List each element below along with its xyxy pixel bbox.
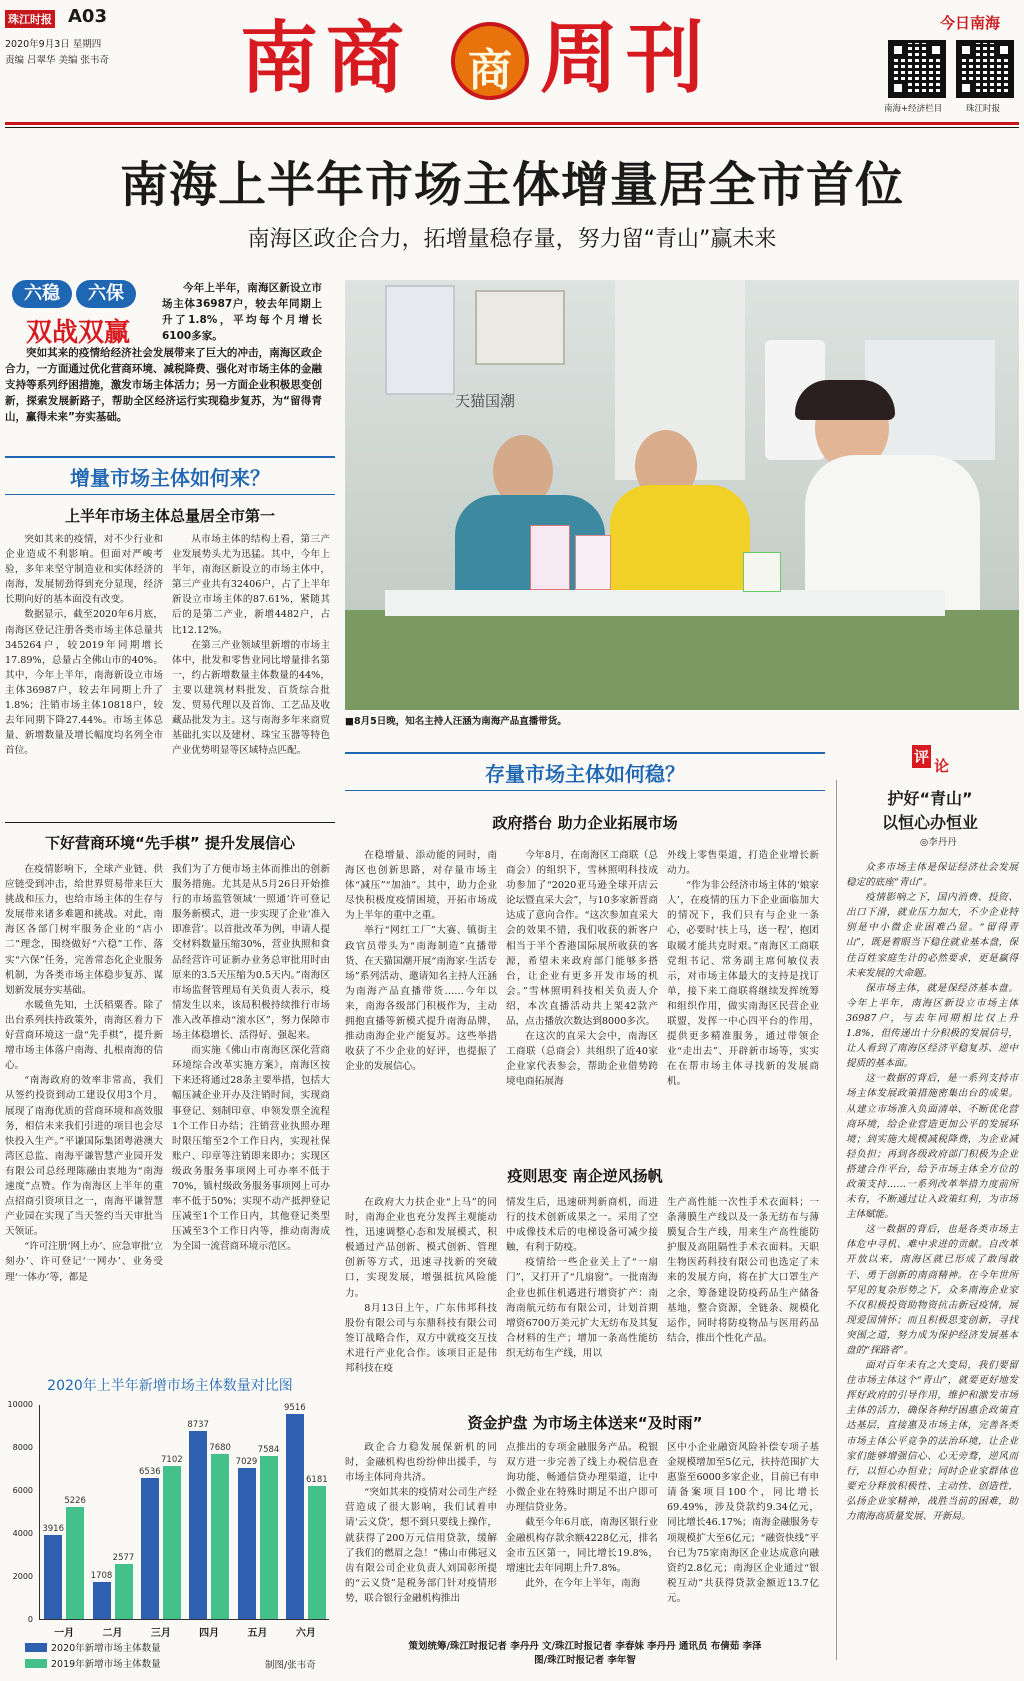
y-axis-labels bbox=[5, 1395, 35, 1624]
editorial-para: 面对百年未有之大变局，我们要留住市场主体这个“青山”，就要更好地发挥好政府的引导作用，维护和激发市场主体的活力，确保各种纾困惠企政策直达基层，直接惠及市场主体，完善各类市场主体公平竞争的法治环境，让企业家们能够增强信心、心无旁骛，逆风而行，以恒心办恒业；同时企业家群体也要充分释放积极性、主动性、创造性，弘扬企业家精神，战胜当前的困难，助力南海高质量发展、开新局。 bbox=[846, 1360, 1018, 1523]
section2-subtitle: 下好营商环境“先手棋” 提升发展信心 bbox=[45, 834, 295, 852]
section3-col1-para: 在稳增量、添动能的同时，南海区也创新思路，对存量市场主体“减压”“加油”。其中，助力企业尽快积极度疫情困境，开拓市场成为上半年的重中之重。 bbox=[345, 850, 497, 922]
badge-six-guarantees: 六保 bbox=[76, 280, 136, 308]
bar-value-label: 1708 bbox=[90, 1571, 113, 1582]
editorial-mark bbox=[912, 745, 952, 775]
section1-column-1 bbox=[5, 532, 163, 758]
editorial-title-1: 护好“青山” bbox=[887, 789, 973, 808]
bar-value-label: 7680 bbox=[209, 1442, 231, 1453]
bar-chart bbox=[5, 1395, 335, 1671]
bar-value-label: 7029 bbox=[235, 1456, 258, 1467]
section3-column-1 bbox=[345, 848, 497, 1074]
section3-col2-para: 在这次的直采大会中，南海区工商联（总商会）共组织了近40家企业家代表参会，帮助企业借势跨境电商拓展海 bbox=[506, 1031, 658, 1088]
section1-column-2 bbox=[172, 532, 330, 758]
bar-2019 bbox=[66, 1507, 84, 1619]
intro-second-para: 突如其来的疫情给经济社会发展带来了巨大的冲击，南海区政企合力，一方面通过优化营商环境、减税降费、强化对市场主体的金融支持等系列纾困措施，激发市场主体活力；另一方面企业积极思变创新，探索发展新路子，帮助全区经济运行实现稳步复苏，为“留得青山，赢得未来”夯实基础。 bbox=[5, 347, 322, 423]
section3-col2-para: 今年8月，在南海区工商联（总商会）的组织下，雪林照明科技成功参加了“2020亚马逊全球开店云论坛暨直采大会”，与10多家新晋商达成了意向合作。“这次参加直采大会的效果不错，我们收获的新客户相当于半个香港国际展所收获的客源，希望未来政府部门能够多搭台，让企业有更多开发市场的机会。”雪林照明科技相关负责人介绍，本次直播活动共上架42款产品，点击播放次数达到8000多次。 bbox=[506, 850, 658, 1028]
section3-rule-bottom bbox=[345, 790, 825, 791]
editorial-para: 疫情影响之下，国内消费、投资、出口下滑，就业压力加大，不少企业特别是中小微企业困难凸显。“留得青山”，既是着眼当下稳住就业基本盘，保住百姓家庭生计的必然要求，更是赢得未来发展的大命题。 bbox=[846, 892, 1018, 979]
chart-credit: 制图/张韦奇 bbox=[265, 1660, 316, 1671]
tmall-sign: 天猫国潮 bbox=[455, 392, 516, 410]
section3-rule bbox=[345, 752, 825, 754]
legend-swatch-2020 bbox=[25, 1643, 47, 1652]
section2-col1-para: “南海政府的效率非常高，我们从签约投资到动工建设仅用3个月，展现了南海优质的营商环境和高效服务，相信未来我们引进的项目也会尽快投入生产。”平谦国际集团粤港澳大湾区总监、南海平谦智慧产业园开发有限公司总经理陈融由衷地为“南海速度”点赞。作为南海区上半年的重点招商引资项目之一，南海平谦智慧产业园在实现了当天签约当天审批当天领证。 bbox=[5, 1075, 163, 1238]
section4-col3-para: 生产高性能一次性手术衣面料；一条薄膜生产线以及一条无纺布与薄膜复合生产线，用来生产高性能防护服及高阻隔性手术衣面料。天职生物医药科技有限公司也选定了未来的发展方向，将在扩大口罩生产之余，筹备建设防疫药品生产储备基地，整合资源，全链条、规模化运作，同时将防疫物品与医用药品结合，推出个性化产品。 bbox=[667, 1197, 819, 1344]
x-tick-label: 六月 bbox=[295, 1628, 316, 1639]
section3-subtitle: 政府搭台 助力企业拓展市场 bbox=[492, 814, 678, 832]
section4-column-1 bbox=[345, 1195, 497, 1376]
section4-column-3 bbox=[667, 1195, 819, 1346]
section5-column-3 bbox=[667, 1440, 819, 1606]
bar-value-label: 7584 bbox=[257, 1444, 280, 1455]
paper-name: 珠江时报 bbox=[5, 10, 55, 28]
bar-2020 bbox=[44, 1535, 62, 1619]
section3-col3-para: 外线上零售渠道，打造企业增长新动力。 bbox=[667, 850, 819, 877]
intro-first-para: 今年上半年，南海区新设立市场主体36987户，较去年同期上升了1.8%，平均每个月增长6100多家。 bbox=[162, 282, 322, 342]
y-tick-label: 2000 bbox=[12, 1572, 33, 1581]
section5-col1-para: 政企合力稳发展保新机的同时，金融机构也纷纷伸出援手，与市场主体同舟共济。 bbox=[345, 1442, 497, 1484]
section3-col1-para: 举行“网红工厂”大赛、镇街主政官员带头为“南海制造”直播带货、在天猫国潮开展“南海家·生活专场”系列活动、邀请知名主持人汪涵为南海产品直播带货……今年以来，南海各级部门积极作为，主动拥抱直播等新模式提升南海品牌，推动南海企业产能复苏。这些举措收获了不少企业的好评，也提振了企业的发展信心。 bbox=[345, 925, 497, 1073]
masthead-logo-char: 商 bbox=[468, 45, 512, 96]
section4-column-2 bbox=[506, 1195, 658, 1361]
editorial-para: 保市场主体，就是保经济基本盘。今年上半年，南海区新设立市场主体36987户，与去年同期相比仅上升1.8%，但传递出十分积极的发展信号，让人看到了南海区经济平稳复苏、逆中提质的基本面。 bbox=[846, 982, 1018, 1070]
masthead-rule-thin bbox=[5, 127, 1019, 128]
section2-rule bbox=[5, 822, 335, 823]
section5-subtitle: 资金护盘 为市场主体送来“及时雨” bbox=[467, 1414, 703, 1432]
section1-rule-bottom bbox=[5, 494, 335, 495]
section1-title: 增量市场主体如何来？ bbox=[70, 466, 270, 490]
editorial-mark-ping: 评 bbox=[912, 745, 931, 768]
bar-value-label: 5226 bbox=[64, 1495, 86, 1506]
y-tick-label: 10000 bbox=[7, 1400, 33, 1409]
photo-caption: ■8月5日晚，知名主持人汪涵为南海产品直播带货。 bbox=[345, 716, 567, 727]
section1-col2-para: 在第三产业领域里新增的市场主体中，批发和零售业同比增量排名第一，约占新增数量主体数量的44%，主要以建筑材料批发、百货综合批发、贸易代理以及首饰、工艺品及收藏品批发为主。这与南海多年来商贸基础扎实以及建材、珠宝玉器等特色产业优势明显等区域特点匹配。 bbox=[172, 639, 330, 757]
section1-col2-para: 从市场主体的结构上看，第三产业发展势头尤为迅猛。其中，今年上半年，南海区新设立的市场主体中，第三产业共有32406户，占了上半年新设立市场主体的87.61%，紧随其后的是第二产业，新增4482户，占比12.12%。 bbox=[172, 534, 330, 636]
legend-swatch-2019 bbox=[25, 1659, 47, 1668]
bar-value-label: 7102 bbox=[161, 1455, 183, 1466]
bar-2019 bbox=[115, 1564, 133, 1619]
section3-title: 存量市场主体如何稳？ bbox=[485, 762, 685, 786]
section5-column-2 bbox=[506, 1440, 658, 1591]
bar-value-label: 6536 bbox=[139, 1467, 161, 1478]
y-tick-label: 4000 bbox=[12, 1529, 33, 1538]
bar-2019 bbox=[211, 1454, 229, 1619]
bottom-credit: 策划统筹/珠江时报记者 李丹丹 文/珠江时报记者 李春妹 李丹丹 通讯员 布倩茹 李泽 图/珠江时报记者 李年智 bbox=[408, 1641, 762, 1666]
bar-2020 bbox=[141, 1478, 159, 1619]
qr-code-zhujiang-times[interactable] bbox=[956, 40, 1014, 98]
masthead-title-right: 周刊 bbox=[540, 13, 713, 104]
qr2-label: 珠江时报 bbox=[966, 104, 1001, 114]
section5-col2-para: 截至今年6月底，南海区银行业金融机构存款余额4228亿元，排名金市五区第一，同比增长19.8%，增速比去年同期上升7.8%。 bbox=[506, 1517, 658, 1574]
section4-subtitle: 疫则思变 南企逆风扬帆 bbox=[507, 1167, 663, 1185]
masthead-title-left: 南商 bbox=[240, 13, 413, 104]
chart-title: 2020年上半年新增市场主体数量对比图 bbox=[47, 1378, 293, 1394]
y-tick-label: 0 bbox=[27, 1615, 33, 1624]
section2-col2-para: 我们为了方便市场主体而推出的创新服务措施。尤其是从5月26日开始推行的市场监管领域‘一照通’许可登记服务新模式，进一步实现了企业‘准入即准营’。以首批改革为例，申请人提交材料数量压缩30%，营业执照和食品经营许可证新办业务总审批用时由原来的3.5天压缩为0.5天内。”南海区市场监督管理局有关负责人表示，疫情发生以来，该局积极持续推行市场准入改革推动“滚水区”，努力保障市场主体稳增长、活得好、强起来。 bbox=[172, 864, 330, 1042]
editorial-para: 众多市场主体是保证经济社会发展稳定的底座“青山”。 bbox=[846, 862, 1018, 889]
section2-col1-para: 在疫情影响下，全球产业链、供应链受到冲击，给世界贸易带来巨大挑战和压力，也给市场主体的生存与发展带来诸多难题和挑战。对此，南海区各部门树牢服务企业的“店小二”理念，围绕做好“六稳”工作、落实“六保”任务，完善常态化企业服务机制，为各类市场主体稳步复苏、谋划新发展夯实基础。 bbox=[5, 864, 163, 996]
editors: 责编 吕翠华 美编 张韦奇 bbox=[5, 55, 110, 66]
livestream-photo bbox=[345, 280, 1019, 710]
qr1-label: 南海+经济栏目 bbox=[884, 104, 943, 114]
bar-2019 bbox=[163, 1466, 181, 1619]
legend bbox=[25, 1640, 265, 1670]
section4-col1-para: 在政府大力扶企业“上马”的同时，南海企业也充分发挥主观能动性，迅速调整心态和发展模式，积极通过产品创新、模式创新、管理创新等方式，迅速寻找新的突破口，实现发展，增强抵抗风险能力。 bbox=[345, 1197, 497, 1299]
qr-code-nanhai-plus[interactable] bbox=[888, 40, 946, 98]
section1-subtitle: 上半年市场主体总量居全市第一 bbox=[64, 507, 275, 525]
page-number: A03 bbox=[68, 6, 107, 27]
legend-label-2020: 2020年新增市场主体数量 bbox=[51, 1643, 161, 1654]
section5-col2-para: 点推出的专项金融服务产品。税银双方进一步完善了线上办税信息查询功能，畅通信贷办理渠道，让中小微企业在特殊时期足不出户即可办理信贷业务。 bbox=[506, 1442, 658, 1514]
bar-2019 bbox=[308, 1486, 326, 1619]
bar-value-label: 2577 bbox=[112, 1552, 135, 1563]
editorial-title-2: 以恒心办恒业 bbox=[881, 813, 978, 832]
section3-col3-para: “作为非公经济市场主体的‘娘家人’，在疫情的压力下企业面临加大的情况下，我们只有与企业一条心，必要时‘扶上马，送一程’，抱团取暖才能共克时艰。”南海区工商联党组书记、常务副主席何敏仪表示，对市场主体最大的支持是找订单，接下来工商联将继续发挥统筹和组织作用，做实南海区民营企业联盟，发挥一中心四平台的作用，提供更多精准服务，通过带领企业“走出去”、开辟新市场等，实实在在帮市场主体寻找新的发展商机。 bbox=[667, 880, 819, 1088]
x-tick-label: 五月 bbox=[247, 1628, 268, 1639]
y-tick-label: 6000 bbox=[12, 1486, 33, 1495]
plot-area bbox=[39, 1403, 329, 1639]
bar-2019 bbox=[260, 1456, 278, 1619]
masthead bbox=[0, 0, 1024, 124]
section2-col1-para: 水暖鱼先知，土沃稻粟香。除了出台系列扶持政策外，南海区着力下好营商环境这一盘“先手棋”，提升新增市场主体落户南海、扎根南海的信心。 bbox=[5, 999, 163, 1072]
section-name: 今日南海 bbox=[940, 14, 1001, 32]
bar-value-label: 9516 bbox=[284, 1403, 306, 1414]
section2-col1-para: “许可注册‘网上办’、应急审批‘立刻办’、许可登记‘一网办’、业务受理‘一体办’等，都是 bbox=[5, 1241, 163, 1283]
x-tick-label: 一月 bbox=[54, 1628, 75, 1639]
bar-2020 bbox=[238, 1468, 256, 1619]
editorial-byline: ◎李丹丹 bbox=[920, 837, 957, 848]
section5-column-1 bbox=[345, 1440, 497, 1606]
six-stability-badge bbox=[10, 280, 150, 346]
badge-six-stability: 六稳 bbox=[12, 280, 72, 308]
section2-col2-para: 而实施《佛山市南海区深化营商环境综合改革实施方案》，南海区按下来还将通过28条主要举措，包括大幅压减企业开办及注销时间，实现商事登记、刻制印章、申领发票全流程1个工作日办结；注销营业执照办理时限压缩至2个工作日内，实现社保账户、印章等注销即来即办；实现区级政务服务事项网上可办率不低于70%，镇村级政务服务事项网上可办率不低于50%；实现不动产抵押登记压减至1个工作日内，其他登记类型压减至3个工作日内等，推动南海成为全国一流营商环境示范区。 bbox=[172, 1045, 330, 1253]
sub-headline: 南海区政企合力，拓增量稳存量，努力留“青山”赢未来 bbox=[247, 227, 777, 252]
bar-value-label: 3916 bbox=[42, 1523, 64, 1534]
badge-double-win: 双战双赢 bbox=[26, 318, 131, 348]
editorial-para: 这一数据的背后，也是各类市场主体危中寻机、难中求进的贡献。自改革开放以来，南海区就已形成了敢闯敢干、勇于创新的南商精神。在今年世所罕见的复杂形势之下，众多南海企业家不仅积极投资助物资抗击新冠疫情，展现爱国情怀；而且积极思变创新，寻找突围之道，努力成为保护经济发展基本盘的“探路者”。 bbox=[846, 1224, 1018, 1356]
masthead-logo bbox=[451, 22, 529, 100]
section4-col2-para: 疫情给一些企业关上了“一扇门”，又打开了“几扇窗”。一批南海企业也抓住机遇进行增资扩产：南海南航元纺布有限公司，计划首期增资6700万美元扩大无纺布及其复合材料的生产；增加一条高性能纺织无纺布生产线，用以 bbox=[506, 1257, 658, 1359]
bar-2020 bbox=[286, 1414, 304, 1619]
bar-2020 bbox=[189, 1431, 207, 1619]
section3-column-2 bbox=[506, 848, 658, 1090]
section3-column-3 bbox=[667, 848, 819, 1090]
editorial-divider bbox=[836, 780, 837, 1660]
section2-column-1 bbox=[5, 862, 163, 1285]
section1-col1-para: 突如其来的疫情，对不少行业和企业造成不利影响。但面对严峻考验，多年来坚守制造业和实体经济的南海，发展韧劲得到充分显现，经济长期向好的基本面没有改变。 bbox=[5, 534, 163, 606]
section5-col3-para: 区中小企业融资风险补偿专项子基金规模增加至5亿元，扶持范围扩大惠鉴至6000多家企业，目前已有申请备案项目100个，同比增长69.49%，涉及贷款约9.34亿元，同比增长46.17%；南海金融服务专项规模扩大至6亿元；“融资快线”平台已为75家南海区企业达成意向融资约2.8亿元；南海区企业通过“银税互动”共获得贷款金额近13.7亿元。 bbox=[667, 1442, 819, 1604]
editorial-body bbox=[846, 860, 1018, 1524]
x-tick-label: 二月 bbox=[102, 1628, 123, 1639]
section2-column-2 bbox=[172, 862, 330, 1254]
issue-date: 2020年9月3日 星期四 bbox=[5, 39, 102, 50]
main-headline: 南海上半年市场主体增量居全市首位 bbox=[119, 157, 904, 213]
legend-label-2019: 2019年新增市场主体数量 bbox=[51, 1659, 161, 1670]
section1-col1-para: 数据显示，截至2020年6月底，南海区登记注册各类市场主体总量共345264户，较2019年同期增长17.89%，总量占全佛山市的40%。其中，今年上半年，南海新设立市场主体36987户，较去年同期上升了1.8%；注销市场主体10818户，较去年同期下降27.44%。市场主体总量、新增数量及增长幅度均名列全市首位。 bbox=[5, 609, 163, 757]
bar-2020 bbox=[93, 1582, 111, 1619]
section4-col2-para: 情发生后，迅速研判新商机，而进行的技术创新成果之一。采用了空中成像技术后的电梯设备可减少接触，有利于防疫。 bbox=[506, 1197, 658, 1254]
y-tick-label: 8000 bbox=[12, 1443, 33, 1452]
editorial-para: 这一数据的背后，是一系列支持市场主体发展政策措施密集出台的成果。从建立市场准入负面清单、不断优化营商环境，给企业营造更加公平的发展环境；到实施大规模减税降费，为企业减轻负担；再到各级政府部门积极为企业搭建合作平台，给予市场主体全方位的政策支持……一系列改革举措力度前所未有，不断通过让入政策红利，为市场主体赋能。 bbox=[846, 1073, 1018, 1221]
section4-col1-para: 8月13日上午，广东伟邦科技股份有限公司与东鼎科技有限公司签订战略合作，双方中就疫交互技术进行产业化合作。该项目正是伟邦科技在疫 bbox=[345, 1302, 497, 1375]
section5-col2-para: 此外，在今年上半年，南海 bbox=[525, 1577, 641, 1589]
masthead-rule bbox=[5, 122, 1019, 125]
editorial-mark-lun: 论 bbox=[934, 757, 950, 775]
bar-value-label: 8737 bbox=[187, 1420, 209, 1431]
bar-value-label: 6181 bbox=[306, 1475, 328, 1486]
x-tick-label: 四月 bbox=[199, 1628, 220, 1639]
section5-col1-para: “突如其来的疫情对公司生产经营造成了很大影响，我们试着申请‘云义贷’，想不到只要线上操作，就获得了200万元信用贷款，缓解了我们的燃眉之急！”佛山市佛冠义齿有限公司企业负责人刘国彰所提的“云义贷”是税务部门针对疫情形势，联合银行金融机构推出 bbox=[345, 1487, 497, 1604]
section1-rule bbox=[5, 456, 335, 458]
x-tick-label: 三月 bbox=[150, 1628, 171, 1639]
